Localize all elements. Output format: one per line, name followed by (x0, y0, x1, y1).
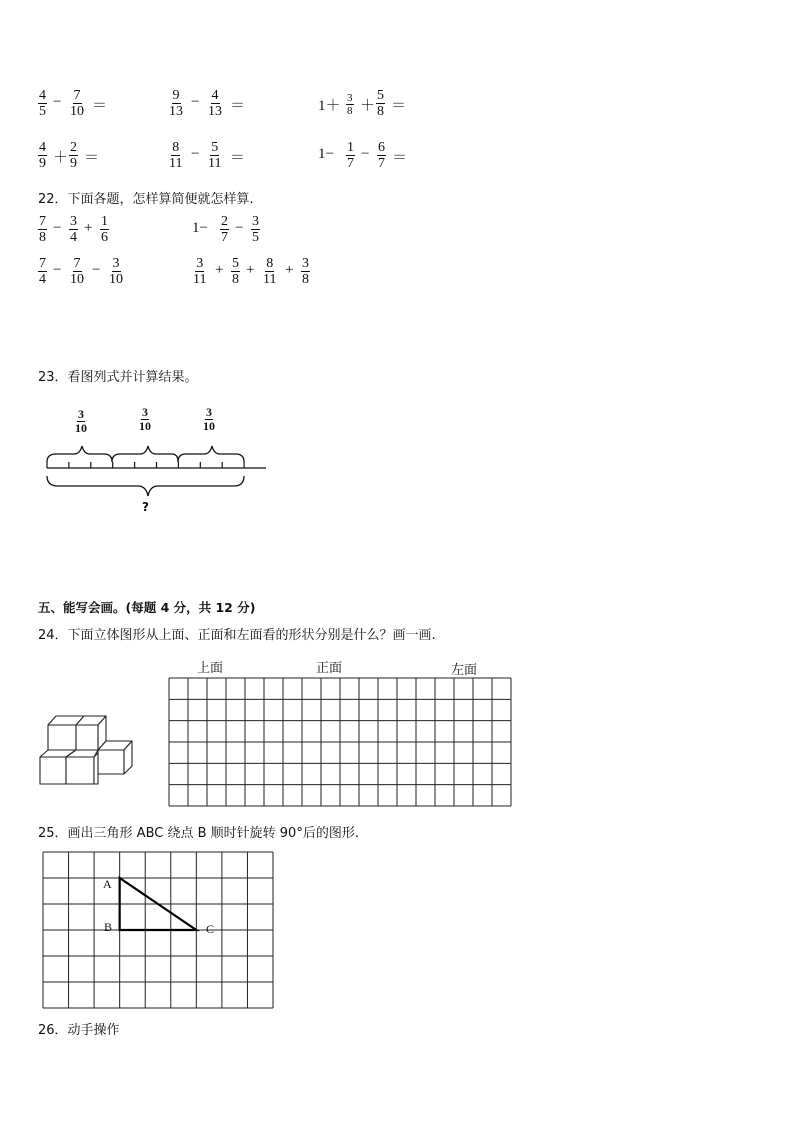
brace-segment-3 (178, 446, 244, 462)
operator: ＝ (92, 98, 108, 114)
denominator: 13 (208, 104, 222, 119)
operator: + (285, 262, 294, 278)
fraction (168, 140, 183, 171)
view-label-left: 左面 (451, 663, 478, 678)
operator: + (246, 262, 255, 278)
denominator: 4 (39, 272, 46, 287)
fraction (207, 140, 222, 171)
fraction (38, 256, 47, 287)
numerator: 3 (302, 256, 309, 271)
numerator: 8 (172, 140, 180, 155)
denominator: 9 (39, 156, 46, 171)
operator: 1− (318, 146, 334, 162)
numerator: 3 (252, 214, 259, 229)
denominator: 8 (39, 230, 46, 245)
fraction (220, 214, 229, 245)
view-label-front: 正面 (316, 661, 343, 676)
fraction (251, 214, 260, 245)
fraction (69, 214, 78, 245)
denominator: 11 (208, 156, 222, 171)
q26-title: 26．动手操作 (38, 1023, 120, 1038)
q23-question-mark: ? (142, 500, 149, 514)
q22-title: 22．下面各题，怎样算简便就怎样算. (38, 192, 254, 207)
fraction (38, 140, 47, 171)
numerator: 2 (70, 140, 77, 155)
operator: ＝ (391, 98, 407, 114)
denominator: 5 (252, 230, 259, 245)
denominator: 7 (378, 156, 385, 171)
denominator: 7 (347, 156, 354, 171)
denominator: 10 (70, 272, 84, 287)
operator: − (191, 146, 200, 162)
q23-title: 23．看图列式并计算结果。 (38, 370, 198, 385)
numerator: 3 (112, 256, 120, 271)
numerator: 7 (39, 256, 46, 271)
point-label-c: C (206, 922, 215, 936)
numerator: 3 (347, 92, 353, 104)
fraction (346, 140, 355, 171)
q23-seg2-den: 10 (139, 419, 151, 433)
q23-number-line (38, 400, 278, 520)
brace-segment-2 (112, 446, 178, 462)
numerator: 8 (266, 256, 274, 271)
operator: − (53, 220, 62, 236)
numerator: 7 (73, 256, 81, 271)
q24-drawing-grid[interactable] (168, 677, 512, 807)
numerator: 4 (39, 88, 46, 103)
operator: ＝ (230, 150, 246, 166)
denominator: 10 (70, 104, 84, 119)
fraction (108, 256, 124, 287)
q23-figure (38, 400, 278, 520)
numerator: 5 (211, 140, 219, 155)
denominator: 13 (169, 104, 183, 119)
denominator: 9 (70, 156, 77, 171)
fraction (377, 140, 386, 171)
q25-grid[interactable] (42, 851, 274, 1009)
fraction (262, 256, 277, 287)
operator: ＝ (230, 98, 246, 114)
denominator: 8 (232, 272, 239, 287)
q23-seg2-num: 3 (142, 405, 148, 419)
operator: + (215, 262, 224, 278)
operator: − (235, 220, 244, 236)
fraction (207, 88, 223, 119)
denominator: 11 (169, 156, 183, 171)
operator: ＝ (392, 150, 408, 166)
numerator: 4 (39, 140, 46, 155)
q23-seg3-num: 3 (206, 405, 212, 419)
denominator: 8 (377, 104, 384, 119)
numerator: 7 (39, 214, 46, 229)
fraction (346, 92, 354, 117)
denominator: 6 (101, 230, 108, 245)
fraction (69, 140, 78, 171)
operator: 1− (192, 220, 208, 236)
operator: + (84, 220, 93, 236)
operator: − (53, 262, 62, 278)
denominator: 8 (347, 105, 353, 117)
brace-segment-1 (47, 446, 112, 462)
view-label-top: 上面 (197, 661, 224, 676)
operator: ＋ (53, 150, 69, 166)
numerator: 7 (73, 88, 81, 103)
denominator: 11 (193, 272, 207, 287)
q23-seg1-num: 3 (78, 407, 84, 421)
operator: − (53, 94, 62, 110)
q23-seg1-den: 10 (75, 421, 87, 435)
fraction (69, 256, 85, 287)
numerator: 3 (70, 214, 77, 229)
fraction (100, 214, 109, 245)
operator: ＋ (360, 98, 376, 114)
numerator: 9 (172, 88, 180, 103)
numerator: 3 (196, 256, 204, 271)
fraction (38, 88, 47, 119)
fraction (38, 214, 47, 245)
denominator: 4 (70, 230, 77, 245)
numerator: 4 (211, 88, 219, 103)
q24-cube-solid (36, 712, 136, 786)
numerator: 5 (232, 256, 239, 271)
numerator: 1 (101, 214, 108, 229)
numerator: 6 (378, 140, 385, 155)
q23-seg3-den: 10 (203, 419, 215, 433)
denominator: 11 (263, 272, 277, 287)
q24-title: 24．下面立体图形从上面、正面和左面看的形状分别是什么？画一画. (38, 628, 436, 643)
fraction (69, 88, 85, 119)
fraction (168, 88, 184, 119)
section-5-title: 五、能写会画。(每题 4 分，共 12 分) (38, 600, 256, 615)
point-label-a: A (103, 877, 112, 891)
point-label-b: B (104, 920, 113, 934)
operator: 1＋ (318, 98, 341, 114)
fraction (376, 88, 385, 119)
fraction (301, 256, 310, 287)
numerator: 2 (221, 214, 228, 229)
denominator: 7 (221, 230, 228, 245)
operator: − (191, 94, 200, 110)
numerator: 5 (377, 88, 384, 103)
denominator: 8 (302, 272, 309, 287)
fraction (231, 256, 240, 287)
operator: − (361, 146, 370, 162)
brace-total (47, 476, 244, 496)
denominator: 5 (39, 104, 46, 119)
fraction (192, 256, 207, 287)
operator: ＝ (84, 150, 100, 166)
q25-title: 25．画出三角形 ABC 绕点 B 顺时针旋转 90°后的图形. (38, 826, 359, 841)
numerator: 1 (347, 140, 354, 155)
operator: − (92, 262, 101, 278)
denominator: 10 (109, 272, 123, 287)
